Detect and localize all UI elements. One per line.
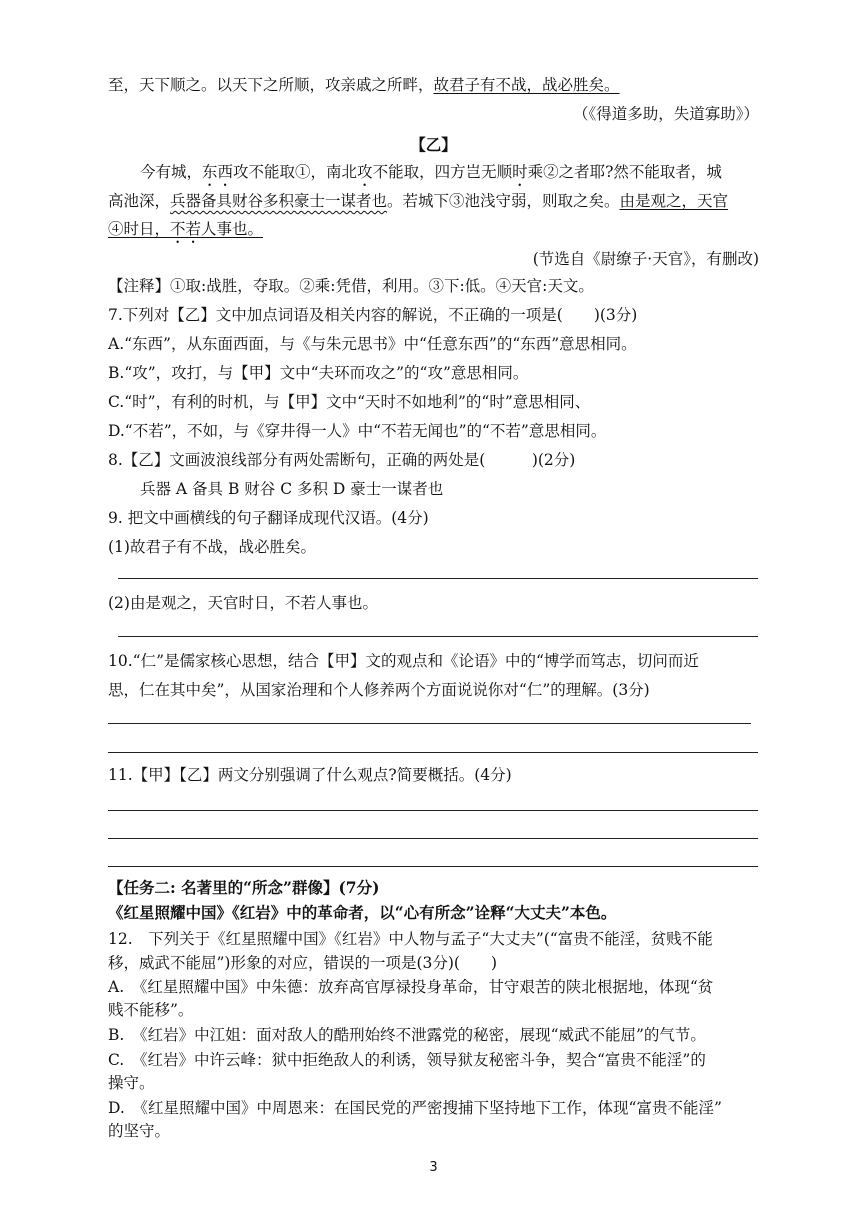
- q7-option-a: A.“东西”，从东面西面，与《与朱元思书》中“任意东西”的“东西”意思相同。: [108, 335, 637, 353]
- q12-option-b: B. 《红岩》中江姐：面对敌人的酷刑始终不泄露党的秘密，展现“威武不能屈”的气节。: [108, 1026, 706, 1044]
- jia-tail-text: 至，天下顺之。以天下之所顺，攻亲戚之所畔，: [108, 76, 434, 94]
- wavy-underlined-phrase: 兵器备具财谷多积豪士一谋者也: [170, 192, 388, 210]
- q12-option-d-line-2: 的坚守。: [108, 1122, 171, 1140]
- yi-line-2: [108, 190, 728, 212]
- answer-line-q10-1[interactable]: [108, 723, 751, 724]
- q7-stem: 7.下列对【乙】文中加点词语及相关内容的解说，不正确的一项是( )(3分): [108, 306, 638, 324]
- q12-line-1: 12. 下列关于《红星照耀中国》《红岩》中人物与孟子“大丈夫”(“富贵不能淫，贫贱不能: [108, 930, 713, 948]
- dotted-word-gong: 攻: [357, 163, 373, 181]
- q7-option-c: C.“时”，有利的时机，与【甲】文中“天时不如地利”的“时”意思相同、: [108, 393, 591, 411]
- q12-option-c-line-1: C. 《红岩》中许云峰：狱中拒绝敌人的利诱，领导狱友秘密斗争，契合“富贵不能淫”的: [108, 1051, 706, 1069]
- jia-tail-line: [108, 74, 620, 96]
- q8-stem: 8.【乙】文画波浪线部分有两处需断句，正确的两处是( )(2分): [108, 451, 576, 469]
- yi-line-1: [140, 161, 722, 190]
- page-number: 3: [429, 1160, 438, 1175]
- yi-text: 乘②之者耶?然不能取者，城: [527, 163, 722, 181]
- yi-underlined-b: ④时日，: [108, 220, 171, 238]
- yi-underlined-a: 由是观之，天官: [619, 192, 729, 210]
- q12-line-2: 移，威武不能屈”)形象的对应，错误的一项是(3分)( ): [108, 954, 498, 972]
- answer-line-q10-2[interactable]: [108, 752, 758, 753]
- answer-line-q9-2[interactable]: [118, 636, 758, 637]
- q7-option-b: B.“攻”，攻打，与【甲】文中“夫环而攻之”的“攻”意思相同。: [108, 364, 529, 382]
- yi-source: (节选自《尉缭子·天官》，有删改): [532, 250, 759, 268]
- task2-heading: 【任务二: 名著里的“所念”群像】(7分): [108, 878, 380, 897]
- answer-line-q11-3[interactable]: [108, 866, 758, 867]
- answer-line-q11-1[interactable]: [108, 810, 758, 811]
- q10-line-1: 10.“仁”是儒家核心思想，结合【甲】文的观点和《论语》中的“博学而笃志，切问而近: [108, 652, 699, 670]
- answer-line-q9-1[interactable]: [118, 578, 758, 579]
- q9-sentence-2: (2)由是观之，天官时日，不若人事也。: [108, 594, 378, 612]
- q11-stem: 11.【甲】【乙】两文分别强调了什么观点?简要概括。(4分): [108, 766, 512, 784]
- dotted-word-shi: 时: [512, 163, 528, 181]
- dotted-word-dongxi: 东西: [202, 163, 234, 181]
- yi-line-3: [108, 218, 263, 247]
- q10-line-2: 思，仁在其中矣”，从国家治理和个人修养两个方面说说你对“仁”的理解。(3分): [108, 681, 650, 699]
- answer-line-q11-2[interactable]: [108, 838, 758, 839]
- yi-text: 攻不能取①，南北: [233, 163, 358, 181]
- q12-option-c-line-2: 操守。: [108, 1074, 155, 1092]
- yi-text: 。若城下③池浅守弱，则取之矣。: [387, 192, 620, 210]
- dotted-word-buruo: 不若: [170, 220, 202, 238]
- yi-underlined-c: 人事也。: [201, 220, 264, 238]
- jia-tail-underlined: 故君子有不战，战必胜矣。: [433, 76, 620, 94]
- q9-stem: 9. 把文中画横线的句子翻译成现代汉语。(4分): [108, 509, 429, 527]
- annotation-notes: 【注释】①取:战胜，夺取。②乘:凭借，利用。③下:低。④天官:天文。: [108, 277, 594, 295]
- q9-sentence-1: (1)故君子有不战，战必胜矣。: [108, 538, 316, 556]
- task2-intro: 《红星照耀中国》《红岩》中的革命者，以“心有所念”诠释“大丈夫”本色。: [108, 903, 617, 922]
- yi-text: 高池深，: [108, 192, 171, 210]
- q8-options: 兵器 A 备具 B 财谷 C 多积 D 豪士一谋者也: [140, 480, 444, 498]
- q7-option-d: D.“不若”，不如，与《穿井得一人》中“不若无闻也”的“不若”意思相同。: [108, 422, 607, 440]
- yi-text: 不能取，四方岂无顺: [372, 163, 513, 181]
- yi-text: 今有城，: [140, 163, 203, 181]
- jia-source: （《得道多助，失道寡助》）: [572, 105, 759, 123]
- q12-option-d-line-1: D. 《红星照耀中国》中周恩来：在国民党的严密搜捕下坚持地下工作，体现“富贵不能淫”: [108, 1099, 722, 1117]
- q12-option-a-line-2: 贱不能移”。: [108, 1001, 194, 1019]
- yi-heading: 【乙】: [410, 135, 457, 154]
- q12-option-a-line-1: A. 《红星照耀中国》中朱德：放弃高官厚禄投身革命，甘守艰苦的陕北根据地，体现“贫: [108, 978, 714, 996]
